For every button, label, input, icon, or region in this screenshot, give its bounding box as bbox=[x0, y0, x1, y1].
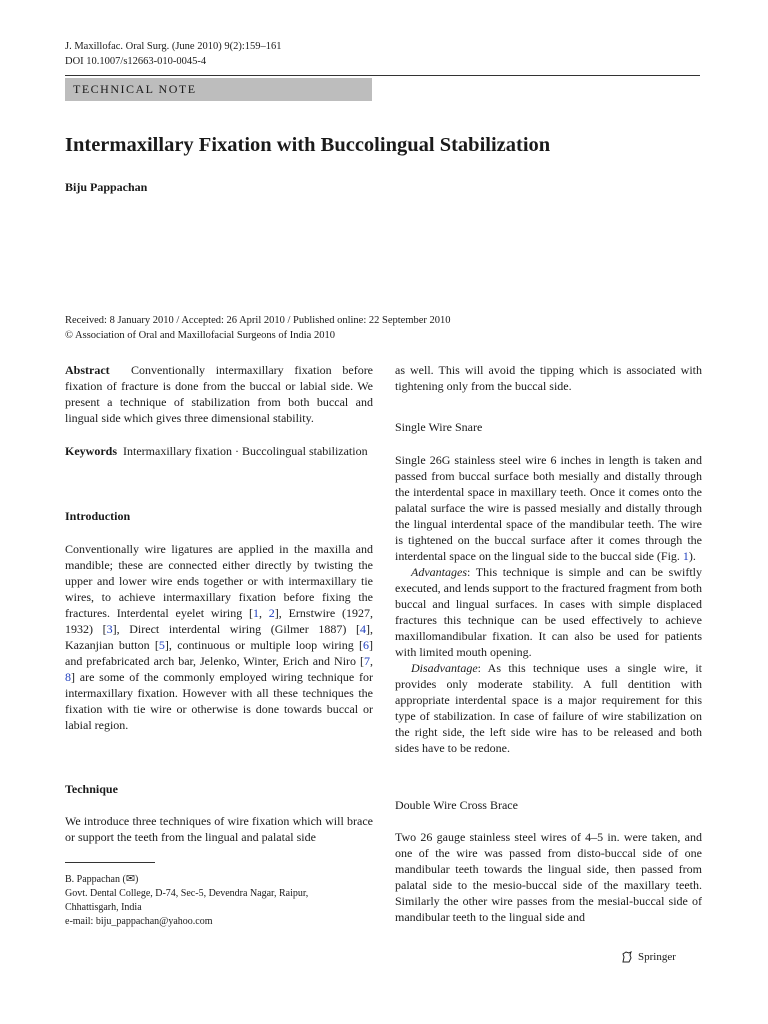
doi[interactable]: DOI 10.1007/s12663-010-0045-4 bbox=[65, 55, 207, 67]
keywords-label: Keywords bbox=[65, 444, 117, 458]
springer-horse-icon bbox=[620, 950, 634, 964]
publisher-logo bbox=[620, 950, 676, 964]
single-wire-text: Single 26G stainless steel wire 6 inches in length is taken and passed from buccal surface both mesially and distally through the interdental space in maxillary teeth. Once it comes onto the palatal surface the wire is passed mesially and distally through the lingual interdental space of the mandibular teeth. The wire is tightened on the buccal surface after it comes through the interdental space on the lingual side to the buccal side (Fig. bbox=[395, 453, 702, 563]
abstract-block bbox=[65, 362, 373, 426]
introduction-body bbox=[65, 541, 373, 733]
advantages-text: : This technique is simple and can be swiftly executed, and lends support to the fractured fragment from both buccal and lingual surfaces. In cases with simple displaced fractures this technique can be used effectively to achieve maxillomandibular fixation. It can also be used for patients with limited mouth opening. bbox=[395, 565, 702, 659]
intro-text: ], Kazanjian button [ bbox=[65, 622, 373, 652]
citation-link[interactable]: 7 bbox=[364, 654, 370, 668]
advantages-label: Advantages bbox=[411, 565, 467, 579]
journal-meta bbox=[65, 40, 281, 69]
single-wire-heading: Single Wire Snare bbox=[395, 420, 483, 434]
technique-body: We introduce three techniques of wire fixation which will brace or support the teeth from the lingual and palatal side bbox=[65, 814, 373, 844]
citation-link[interactable]: 4 bbox=[360, 622, 366, 636]
intro-text: Conventionally wire ligatures are applied in the maxilla and mandible; these are connected either directly by twisting the upper and lower wire ends together or with intermaxillary tie wires, to achieve intermaxillary fixation before fixing the fractures. Interdental eyelet wiring [ bbox=[65, 542, 373, 620]
abstract-text: Conventionally intermaxillary fixation before fixation of fracture is done from the buccal or labial side. We present a technique of stabilization from both buccal and lingual side which gives three dimensional stability. bbox=[65, 363, 374, 425]
footnote-author: B. Pappachan ( bbox=[65, 874, 126, 885]
citation-link[interactable]: 8 bbox=[65, 670, 71, 684]
citation-link[interactable]: 2 bbox=[268, 606, 275, 620]
abstract-label: Abstract bbox=[65, 363, 110, 377]
article-dates bbox=[65, 314, 451, 343]
footnote-email[interactable]: e-mail: biju_pappachan@yahoo.com bbox=[65, 916, 213, 927]
keywords-text: Intermaxillary fixation · Buccolingual stabilization bbox=[123, 444, 368, 458]
technique-heading: Technique bbox=[65, 782, 118, 796]
author-footnote bbox=[65, 872, 308, 929]
journal-citation: J. Maxillofac. Oral Surg. (June 2010) 9(2):159–161 bbox=[65, 41, 282, 52]
footnote-address: Govt. Dental College, D-74, Sec-5, Devendra Nagar, Raipur, bbox=[65, 888, 309, 899]
intro-text: , bbox=[259, 606, 269, 620]
disadvantage-label: Disadvantage bbox=[411, 661, 478, 675]
intro-text: ], continuous or multiple loop wiring [ bbox=[164, 638, 363, 652]
footnote-paren: ) bbox=[135, 874, 139, 885]
figure-link[interactable]: 1 bbox=[682, 549, 689, 563]
copyright: © Association of Oral and Maxillofacial Surgeons of India 2010 bbox=[65, 329, 335, 341]
history-dates: Received: 8 January 2010 / Accepted: 26 April 2010 / Published online: 22 September 2010 bbox=[65, 315, 451, 326]
technique-continued: as well. This will avoid the tipping which is associated with tightening only from the buccal side. bbox=[395, 363, 702, 393]
disadvantage-text: : As this technique uses a single wire, it provides only moderate stability. A full dentition with appropriate interdental space is a major requirement for this type of stabilization. In case of failure of wire stabilization on the right side, the left side wire has to be released and both sides have to be redone. bbox=[395, 661, 702, 755]
citation-link[interactable]: 5 bbox=[158, 638, 165, 652]
intro-text: ] are some of the commonly employed wiring technique for intermaxillary fixation. However with all these techniques the fixation with tie wire or otherwise is done towards buccal or labial region. bbox=[65, 670, 373, 732]
footnote-rule bbox=[65, 862, 155, 863]
citation-link[interactable]: 6 bbox=[363, 638, 369, 652]
author-name: Biju Pappachan bbox=[65, 180, 148, 194]
header-rule bbox=[65, 75, 700, 76]
single-wire-text: ). bbox=[688, 549, 696, 563]
introduction-heading: Introduction bbox=[65, 509, 131, 523]
footnote-address: Chhattisgarh, India bbox=[65, 902, 142, 913]
intro-text: ], Ernstwire (1927, 1932) [ bbox=[65, 606, 373, 636]
envelope-icon[interactable]: ✉ bbox=[125, 873, 136, 885]
double-wire-body: Two 26 gauge stainless steel wires of 4–5 in. were taken, and one of the wire was passed from disto-buccal side of one mandibular teeth towards the lingual side, then passed from palatal side to the mesio-buccal side of the maxillary teeth. Similarly the other wire passes from the mesial-buccal side of mandibular teeth to the lingual side and bbox=[395, 830, 702, 924]
publisher-name: Springer bbox=[638, 951, 676, 963]
citation-link[interactable]: 1 bbox=[253, 606, 260, 620]
single-wire-body bbox=[395, 452, 702, 756]
citation-link[interactable]: 3 bbox=[106, 622, 113, 636]
keywords-block bbox=[65, 443, 373, 459]
section-label: TECHNICAL NOTE bbox=[65, 78, 372, 101]
intro-text: ] and prefabricated arch bar, Jelenko, Winter, Erich and Niro [ bbox=[65, 638, 373, 668]
article-title: Intermaxillary Fixation with Buccolingual Stabilization bbox=[65, 134, 551, 156]
double-wire-heading: Double Wire Cross Brace bbox=[395, 798, 518, 812]
intro-text: ], Direct interdental wiring (Gilmer 1887) [ bbox=[112, 622, 360, 636]
intro-text: , bbox=[370, 654, 373, 668]
